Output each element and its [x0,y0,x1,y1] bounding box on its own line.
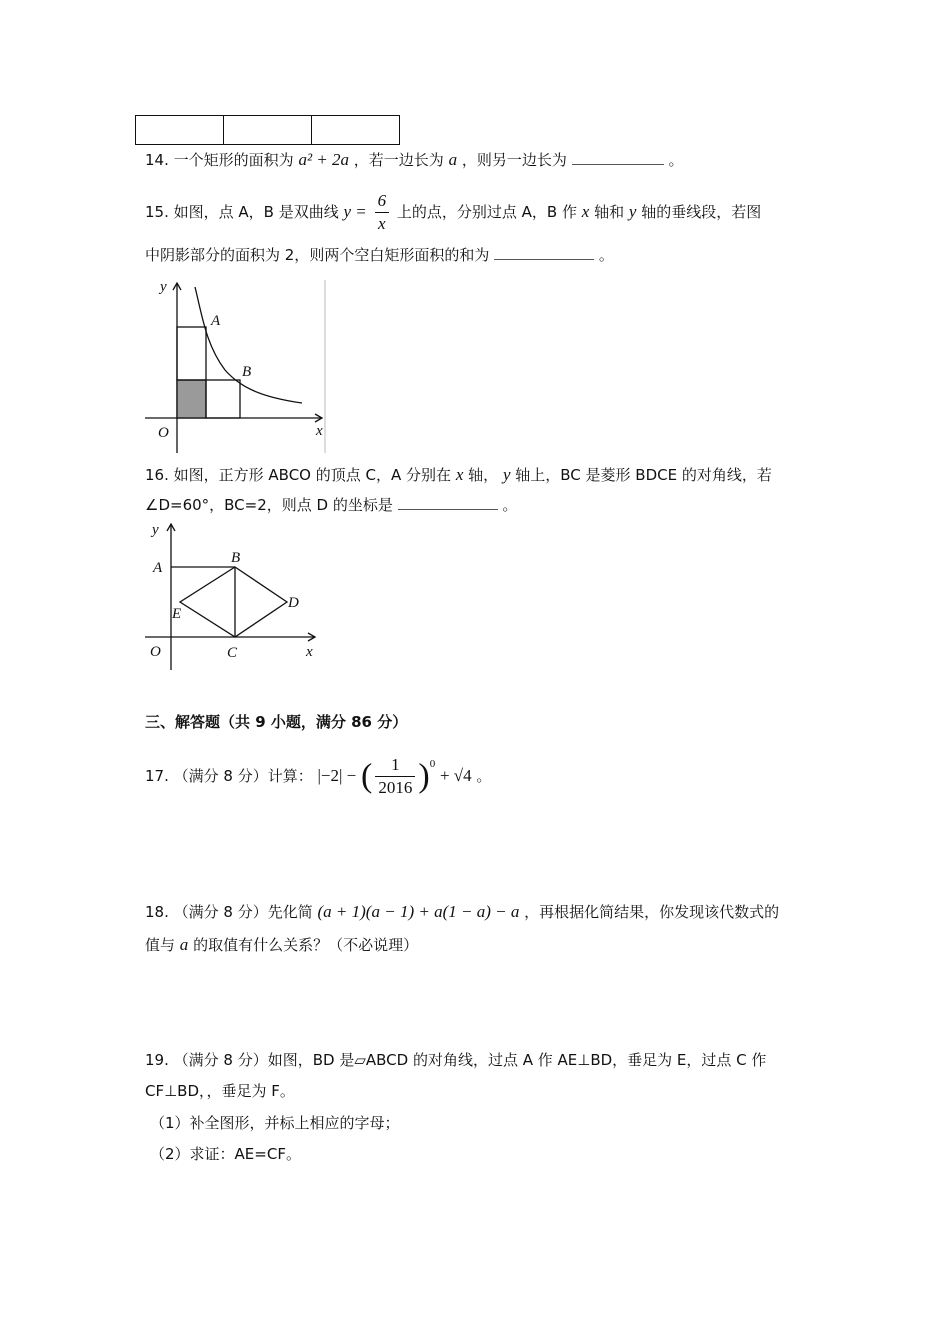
question-number: 18. [145,903,169,921]
label-point-a: A [153,560,163,576]
label-y: y [160,279,167,295]
question-text: 中阴影部分的面积为 2，则两个空白矩形面积的和为 [145,246,490,264]
question-number: 15. [145,203,169,221]
question-number: 16. [145,466,169,484]
question-14 [145,148,683,172]
axis-x-label: x [581,202,590,221]
question-end: 。 [668,151,684,169]
question-number: 17. [145,767,169,785]
question-text: 的取值有什么关系？（不必说理） [193,936,419,954]
question-text: 轴的垂线段，若图 [641,203,762,221]
table-row [136,116,400,145]
question-end: 。 [476,767,492,785]
question-15-line2 [145,243,614,267]
top-table-fragment [135,115,400,145]
question-text: （满分 8 分）先化简 [173,903,313,921]
question-18 [145,900,779,924]
question-17 [145,750,491,799]
axis-y-label: y [502,465,511,484]
fraction-numerator: 6 [375,190,390,213]
math-expression: a² + 2a [298,150,350,169]
question-19-part1: （1）补全图形，并标上相应的字母； [150,1114,400,1132]
section-heading: 三、解答题（共 9 小题，满分 86 分） [145,713,408,731]
question-text: ，则另一边长为 [461,151,567,169]
fraction-1-over-2016 [375,754,415,799]
exponent: 0 [429,758,436,770]
table-cell [136,116,224,145]
label-x: x [316,423,323,439]
fraction-denominator: 2016 [378,778,413,797]
question-text: 轴和 [594,203,625,221]
axis-y-label: y [628,202,637,221]
question-19-line2: CF⊥BD，，垂足为 F。 [145,1082,295,1100]
question-number: 14. [145,151,169,169]
question-text: 值与 [145,936,176,954]
abs-expression: |−2| − [317,766,357,785]
shaded-rectangle [177,380,206,418]
question-15 [145,190,761,235]
question-text: ，若一边长为 [353,151,444,169]
question-text: ∠D=60°，BC=2，则点 D 的坐标是 [145,496,393,514]
blank-rectangle-b [206,380,240,418]
math-variable: a [179,935,189,954]
question-19 [145,1048,766,1072]
function-fraction [375,190,390,235]
math-expression: (a + 1)(a − 1) + a(1 − a) − a [317,902,520,921]
answer-blank[interactable] [398,495,498,510]
open-paren-icon: ( [361,757,373,795]
label-y: y [152,522,159,538]
question-16 [145,463,772,487]
function-left: y = [343,202,367,221]
question-text: （满分 8 分）计算： [173,767,313,785]
question-text: 如图，点 A，B 是双曲线 [173,203,339,221]
question-18-line2 [145,933,418,957]
answer-blank[interactable] [572,150,664,165]
label-point-c: C [227,645,238,661]
question-text: 轴上，BC 是菱形 BDCE 的对角线，若 [515,466,772,484]
axis-x-label: x [455,465,464,484]
question-16-line2 [145,493,517,517]
label-point-b: B [231,550,241,566]
question-text: （满分 8 分）如图，BD 是▱ABCD 的对角线，过点 A 作 AE⊥BD，垂足为 E，过点 C 作 [173,1051,767,1069]
answer-blank[interactable] [494,245,594,260]
rhombus-bdce [180,567,287,637]
question-text: 轴， [468,466,499,484]
close-paren-icon: ) [418,757,430,795]
label-origin: O [150,644,161,660]
rhombus-figure [140,520,330,670]
question-end: 。 [502,496,518,514]
sqrt-expression: + √4 [439,766,472,785]
question-text: 上的点，分别过点 A，B 作 [396,203,577,221]
fraction-numerator: 1 [375,754,415,777]
question-number: 19. [145,1051,169,1069]
question-text: 如图，正方形 ABCO 的顶点 C，A 分别在 [173,466,452,484]
table-cell [224,116,312,145]
label-origin: O [158,425,169,441]
label-point-d: D [288,595,299,611]
question-text: ，再根据化简结果，你发现该代数式的 [524,903,780,921]
label-point-a: A [211,313,221,329]
hyperbola-figure [140,275,330,455]
fraction-denominator: x [378,214,386,233]
blank-rectangle-a [177,327,206,380]
question-19-part2: （2）求证：AE=CF。 [150,1145,301,1163]
label-x: x [306,644,313,660]
question-end: 。 [598,246,614,264]
math-variable: a [448,150,458,169]
label-point-b: B [242,364,252,380]
table-cell [312,116,400,145]
question-text: 一个矩形的面积为 [173,151,294,169]
label-point-e: E [172,606,182,622]
hyperbola-curve [195,287,302,403]
